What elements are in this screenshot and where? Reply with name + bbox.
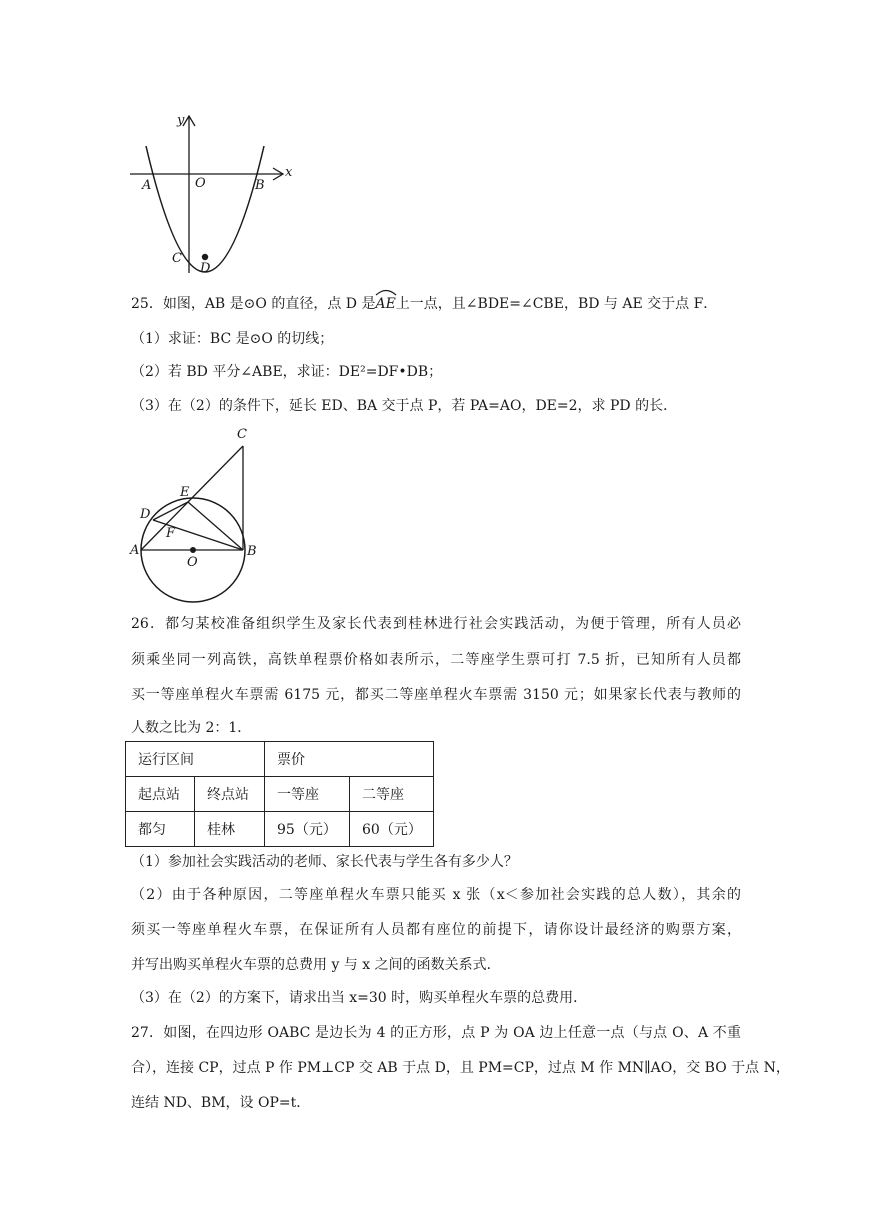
center-o-dot	[190, 547, 196, 553]
q26-line4: 人数之比为 2：1．	[131, 720, 252, 736]
label-o: O	[195, 176, 206, 191]
line-ce	[188, 446, 243, 502]
label-e: E	[180, 485, 190, 500]
cell-second-class-price: 60（元）	[350, 812, 434, 847]
q26-part2-line3: 并写出购买单程火车票的总费用 y 与 x 之间的函数关系式．	[131, 957, 501, 973]
label-f: F	[166, 526, 176, 541]
circle-figure	[126, 422, 266, 607]
col-first-class: 一等座	[265, 777, 350, 812]
q27-line3: 连结 ND、BM，设 OP=t．	[131, 1095, 311, 1111]
q26-part1: （1）参加社会实践活动的老师、家长代表与学生各有多少人？	[131, 854, 518, 870]
q27-line1: 27．如图，在四边形 OABC 是边长为 4 的正方形，点 P 为 OA 边上任意一点（与点 O、A 不重	[131, 1025, 741, 1041]
col-second-class: 二等座	[350, 777, 434, 812]
point-d-dot	[202, 254, 208, 260]
label-b: B	[255, 178, 265, 193]
cell-start-station: 都匀	[126, 812, 195, 847]
label-c: C	[237, 427, 247, 442]
cell-first-class-price: 95（元）	[265, 812, 350, 847]
label-x: x	[285, 165, 293, 180]
cell-end-station: 桂林	[195, 812, 265, 847]
header-price: 票价	[265, 742, 434, 777]
label-c: C	[172, 251, 182, 266]
header-route: 运行区间	[126, 742, 265, 777]
q26-part2-line2: 须买一等座单程火车票，在保证所有人员都有座位的前提下，请你设计最经济的购票方案，	[131, 922, 741, 938]
label-b: B	[247, 544, 257, 559]
q25-stem-before-arc: 25．如图，AB 是⊙O 的直径，点 D 是	[131, 296, 376, 312]
arc-ae-label: AE	[375, 296, 396, 312]
table-row	[126, 777, 434, 812]
q26-line1: 26．都匀某校准备组织学生及家长代表到桂林进行社会实践活动，为便于管理，所有人员必	[131, 616, 741, 632]
label-a: A	[142, 178, 152, 193]
q25-part3: （3）在（2）的条件下，延长 ED、BA 交于点 P，若 PA=AO，DE=2，求 PD 的长．	[131, 398, 678, 414]
q26-line3: 买一等座单程火车票需 6175 元，都买二等座单程火车票需 3150 元；如果家长代表与教师的	[131, 687, 741, 703]
line-eb	[188, 502, 243, 550]
q26-part2-line1: （2）由于各种原因，二等座单程火车票只能买 x 张（x＜参加社会实践的总人数），其余的	[131, 887, 741, 903]
table-row	[126, 812, 434, 847]
label-o: O	[187, 555, 198, 570]
q25-part2: （2）若 BD 平分∠ABE，求证：DE²=DF•DB；	[131, 364, 443, 380]
label-d: D	[200, 261, 211, 276]
table-row	[126, 742, 434, 777]
q26-part3: （3）在（2）的方案下，请求出当 x=30 时，购买单程火车票的总费用．	[131, 990, 588, 1006]
col-start-station: 起点站	[126, 777, 195, 812]
parabola-curve	[146, 146, 264, 272]
col-end-station: 终点站	[195, 777, 265, 812]
ticket-price-table	[125, 741, 434, 847]
arc-ae	[375, 294, 395, 314]
q27-line2: 合），连接 CP，过点 P 作 PM⊥CP 交 AB 于点 D，且 PM=CP，过点 M 作 MN∥AO，交 BO 于点 N，	[131, 1060, 790, 1076]
q25-part1: （1）求证：BC 是⊙O 的切线；	[131, 331, 334, 347]
q25-stem	[131, 294, 717, 314]
arc-mark-icon	[375, 288, 397, 296]
q25-stem-after-arc: 上一点，且∠BDE=∠CBE，BD 与 AE 交于点 F．	[395, 296, 718, 312]
label-d: D	[140, 507, 151, 522]
parabola-figure	[128, 108, 298, 278]
label-y: y	[177, 113, 185, 128]
label-a: A	[130, 543, 140, 558]
q26-line2: 须乘坐同一列高铁，高铁单程票价格如表所示，二等座学生票可打 7.5 折，已知所有人员都	[131, 652, 741, 668]
